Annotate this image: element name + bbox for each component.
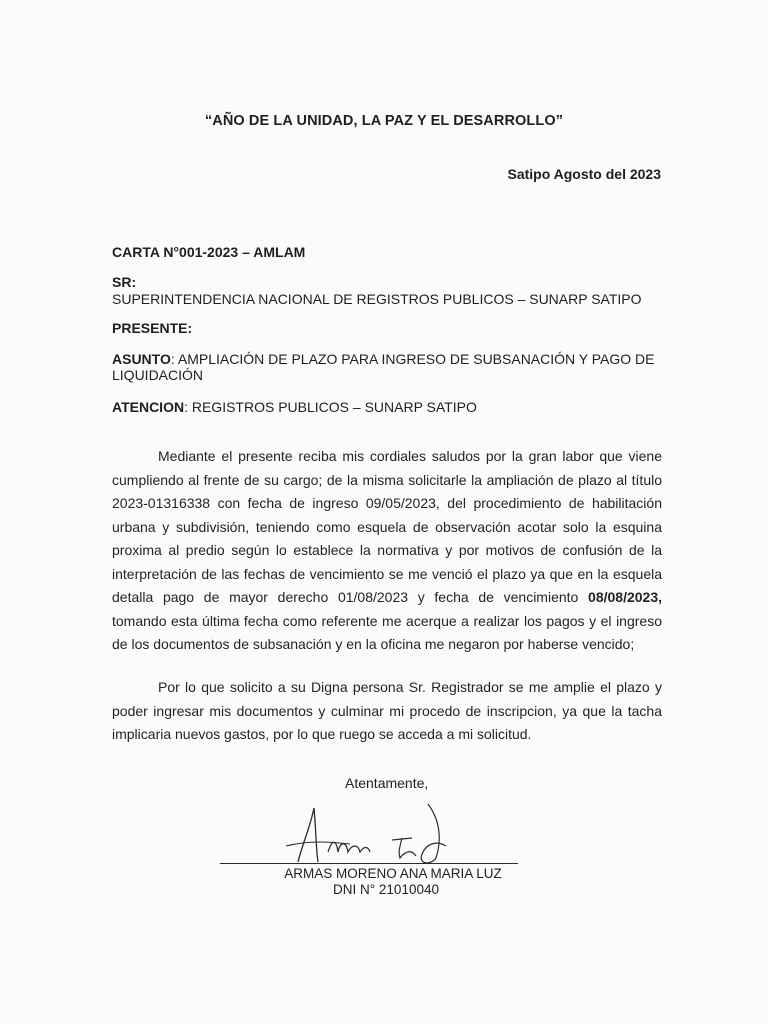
subject-label: ASUNTO — [112, 351, 171, 367]
signer-dni: DNI N° 21010040 — [333, 882, 439, 897]
attention-text: : REGISTROS PUBLICOS – SUNARP SATIPO — [184, 399, 477, 415]
attention-label: ATENCION — [112, 399, 185, 415]
recipient-label: SR: — [112, 274, 137, 290]
body-paragraph-2: Por lo que solicito a su Digna persona Sr. Registrador se me amplie el plazo y poder ingresar mis documentos y culminar mi procedo de inscripcion, ya que la tacha implicaria nuevos gastos, por lo que ruego se acceda a mi solicitud. — [112, 679, 662, 742]
presente-label: PRESENTE: — [112, 320, 193, 336]
paragraph-1-text-b: tomando esta última fecha como referente me acerque a realizar los pagos y el ingreso de los documentos de subsanación y en la oficina me negaron por haberse vencido; — [112, 612, 662, 652]
attention-line — [112, 399, 664, 415]
paragraph-1-text-a: Mediante el presente reciba mis cordiales saludos por la gran labor que viene cumpliendo al frente de su cargo; de la misma solicitarle la ampliación de plazo al título 2023-01316338 con fecha de ingreso 09/05/2023, del procedimiento de habilitación urbana y subdivisión, teniendo como esquela de observación acotar solo la esquina proxima al predio según lo establece la normativa y por motivos de confusión de la interpretación de las fechas de vencimiento se me venció el plazo ya que en la esquela detalla pago de mayor derecho 01/08/2023 y fecha de vencimiento — [112, 448, 662, 605]
place-date: Satipo Agosto del 2023 — [507, 166, 661, 182]
signature-line — [220, 863, 518, 864]
recipient-name: SUPERINTENDENCIA NACIONAL DE REGISTROS PUBLICOS – SUNARP SATIPO — [112, 291, 642, 307]
year-motto: “AÑO DE LA UNIDAD, LA PAZ Y EL DESARROLLO” — [204, 113, 564, 129]
letter-number: CARTA N°001-2023 – AMLAM — [112, 244, 306, 260]
body-paragraph-1 — [112, 445, 662, 657]
signer-name: ARMAS MORENO ANA MARIA LUZ — [284, 866, 502, 881]
handwritten-signature — [280, 800, 460, 872]
closing-salutation: Atentamente, — [345, 775, 429, 791]
subject-line — [112, 351, 664, 383]
due-date-highlight: 08/08/2023, — [588, 589, 662, 605]
subject-text: : AMPLIACIÓN DE PLAZO PARA INGRESO DE SUBSANACIÓN Y PAGO DE LIQUIDACIÓN — [112, 351, 655, 383]
